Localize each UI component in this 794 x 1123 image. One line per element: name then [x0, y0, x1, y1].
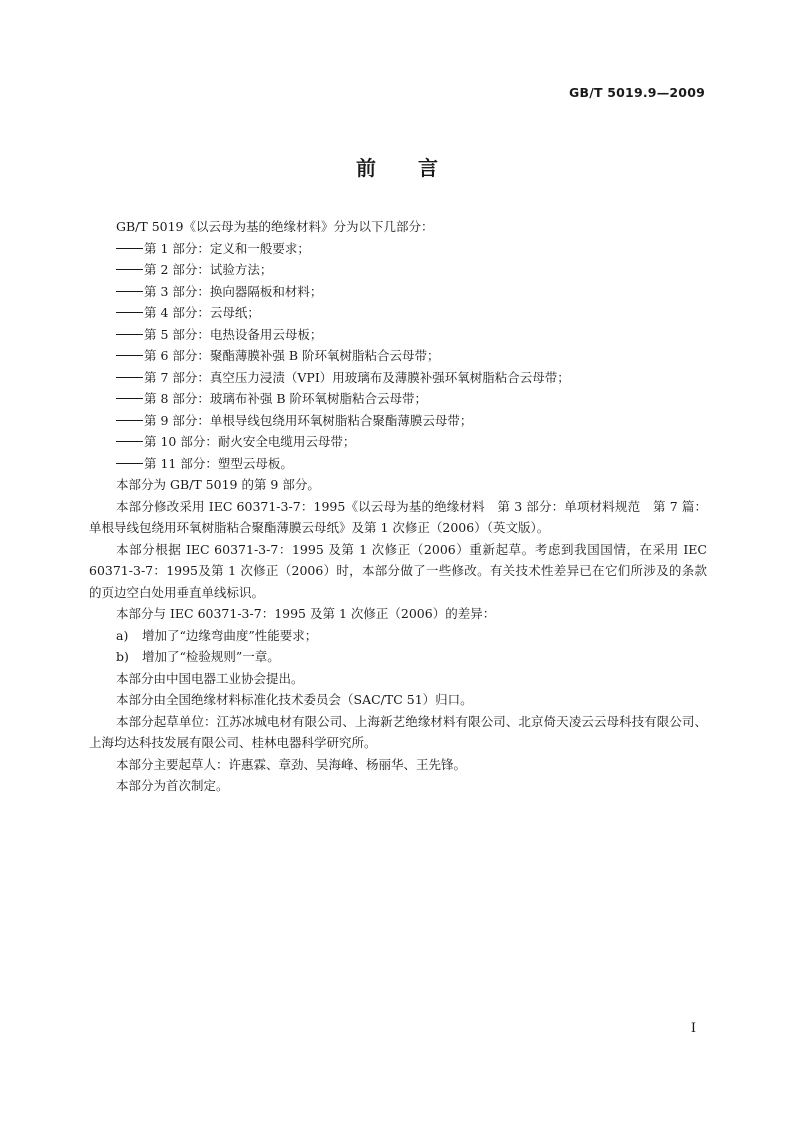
dash-mark	[116, 398, 143, 399]
intro-paragraph: GB/T 5019《以云母为基的绝缘材料》分为以下几部分：	[116, 219, 434, 234]
part-text: 第 6 部分：聚酯薄膜补强 B 阶环氧树脂粘合云母带；	[144, 348, 440, 363]
part-list-item	[89, 388, 707, 410]
jurisdiction-paragraph: 本部分由全国绝缘材料标准化技术委员会（SAC/TC 51）归口。	[116, 692, 473, 707]
part-text: 第 2 部分：试验方法；	[144, 262, 273, 277]
drafting-units-paragraph: 本部分起草单位：江苏冰城电材有限公司、上海新艺绝缘材料有限公司、北京倚天凌云云母科技有限公司、上海均达科技发展有限公司、桂林电器科学研究所。	[89, 713, 707, 750]
this-part-paragraph: 本部分为 GB/T 5019 的第 9 部分。	[116, 477, 320, 492]
redrafting-paragraph: 本部分根据 IEC 60371-3-7：1995 及第 1 次修正（2006）重新起草。考虑到我国国情，在采用 IEC 60371-3-7：1995及第 1 次修正（2006）时，本部分做了一些修改。有关技术性差异已在它们所涉及的条款的页边空白处用垂直单线标识。	[89, 541, 707, 600]
part-text: 第 9 部分：单根导线包绕用环氧树脂粘合聚酯薄膜云母带；	[144, 412, 473, 428]
dash-mark	[116, 248, 143, 249]
part-list-item	[89, 302, 707, 324]
part-text: 第 4 部分：云母纸；	[144, 305, 260, 320]
dash-mark	[116, 377, 143, 378]
differences-intro: 本部分与 IEC 60371-3-7：1995 及第 1 次修正（2006）的差异：	[116, 606, 496, 621]
drafters-paragraph: 本部分主要起草人：许惠霖、章劲、吴海峰、杨丽华、王先锋。	[116, 756, 467, 772]
difference-item-b	[89, 646, 707, 668]
dash-mark	[116, 463, 143, 464]
dash-mark	[116, 334, 143, 335]
dash-mark	[116, 420, 143, 421]
difference-item-a	[89, 625, 707, 647]
part-text: 第 5 部分：电热设备用云母板；	[144, 326, 323, 342]
dash-mark	[116, 355, 143, 356]
dash-mark	[116, 441, 143, 442]
part-list-item	[89, 259, 707, 281]
page-title: 前言	[356, 156, 480, 180]
part-list-item	[89, 238, 707, 260]
part-text: 第 8 部分：玻璃布补强 B 阶环氧树脂粘合云母带；	[144, 391, 428, 406]
part-text: 第 7 部分：真空压力浸渍（VPI）用玻璃布及薄膜补强环氧树脂粘合云母带；	[144, 369, 570, 385]
dash-mark	[116, 291, 143, 292]
part-list-item	[89, 410, 707, 432]
enum-label: b)	[116, 649, 129, 664]
part-list-item	[89, 281, 707, 303]
enum-text: 增加了“边缘弯曲度”性能要求；	[142, 627, 318, 643]
part-text: 第 11 部分：塑型云母板。	[144, 455, 293, 471]
enum-text: 增加了“检验规则”一章。	[142, 649, 280, 664]
part-text: 第 1 部分：定义和一般要求；	[144, 240, 310, 256]
dash-mark	[116, 269, 143, 270]
part-text: 第 3 部分：换向器隔板和材料；	[144, 283, 323, 299]
enum-label: a)	[116, 627, 129, 643]
part-text: 第 10 部分：耐火安全电缆用云母带；	[144, 434, 356, 449]
part-list-item	[89, 453, 707, 475]
foreword-body	[89, 216, 707, 797]
part-list-item	[89, 431, 707, 453]
part-list-item	[89, 345, 707, 367]
dash-mark	[116, 312, 143, 313]
proposed-by-paragraph: 本部分由中国电器工业协会提出。	[116, 670, 304, 686]
standard-code: GB/T 5019.9—2009	[569, 85, 705, 100]
page-number: I	[690, 1021, 696, 1036]
adoption-paragraph: 本部分修改采用 IEC 60371-3-7：1995《以云母为基的绝缘材料 第 3 部分：单项材料规范 第 7 篇：单根导线包绕用环氧树脂粘合聚酯薄膜云母纸》及第 1 次修正（2006）（英文版）。	[89, 498, 707, 535]
first-issue-paragraph: 本部分为首次制定。	[116, 778, 229, 793]
part-list-item	[89, 324, 707, 346]
part-list-item	[89, 367, 707, 389]
